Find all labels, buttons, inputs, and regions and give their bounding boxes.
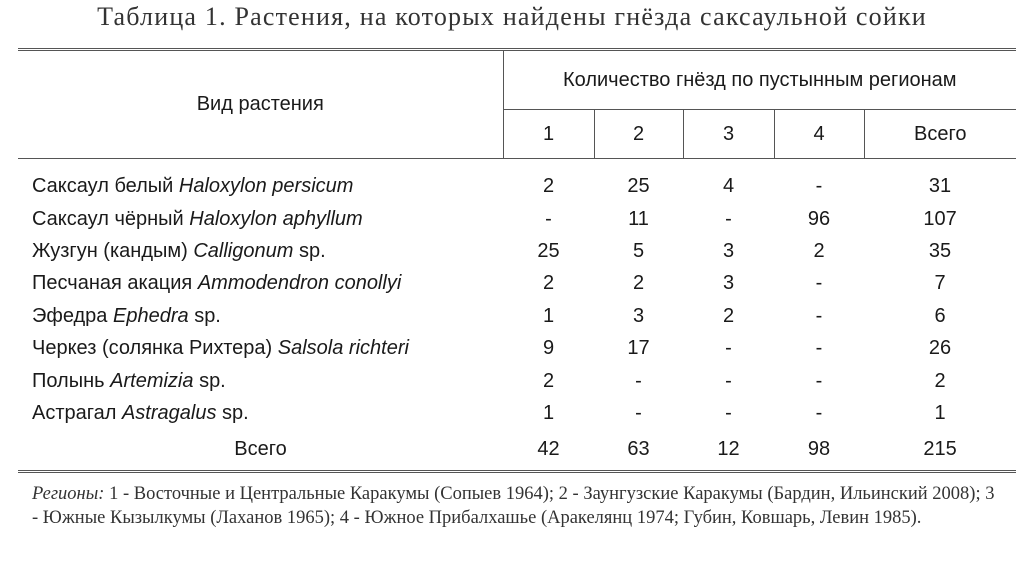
table-row bbox=[18, 397, 1016, 429]
plant-latin-name: Artemizia bbox=[110, 369, 194, 392]
plant-latin-name: Haloxylon persicum bbox=[178, 174, 354, 197]
total-region-2: 63 bbox=[594, 430, 683, 472]
cell-region-1: 1 bbox=[542, 402, 555, 425]
plant-suffix: sp. bbox=[199, 369, 226, 392]
cell-total: 7 bbox=[934, 272, 946, 295]
plant-latin-name: Astragalus bbox=[121, 402, 217, 425]
table-row bbox=[18, 159, 1016, 204]
plant-common-name: Жузгун (кандым) bbox=[32, 240, 188, 263]
table-caption: Таблица 1. Растения, на которых найдены гнёзда саксаульной сойки bbox=[97, 2, 927, 31]
cell-total: 107 bbox=[923, 207, 957, 230]
plant-common-name: Астрагал bbox=[32, 402, 117, 425]
cell-region-4: 2 bbox=[813, 240, 825, 263]
cell-region-4: - bbox=[815, 304, 823, 327]
cell-region-3: - bbox=[725, 207, 732, 230]
cell-total: 35 bbox=[928, 240, 952, 263]
total-label: Всего bbox=[18, 430, 503, 472]
total-region-1: 42 bbox=[503, 430, 594, 472]
plant-common-name: Саксаул белый bbox=[32, 174, 174, 197]
plant-name bbox=[18, 235, 503, 267]
cell-region-1: 2 bbox=[542, 272, 555, 295]
table-row bbox=[18, 203, 1016, 235]
total-all: 215 bbox=[864, 430, 1016, 472]
cell-total: 26 bbox=[928, 337, 952, 360]
cell-region-3: - bbox=[725, 369, 732, 392]
plant-latin-name: Ephedra bbox=[113, 304, 189, 327]
cell-region-3: 2 bbox=[722, 304, 735, 327]
header-total: Всего bbox=[864, 110, 1016, 159]
plant-common-name: Песчаная акация bbox=[32, 272, 193, 295]
plant-latin-name: Haloxylon aphyllum bbox=[189, 207, 363, 230]
header-region-1: 1 bbox=[503, 110, 594, 159]
plant-suffix: sp. bbox=[298, 240, 326, 263]
plant-name bbox=[18, 268, 503, 300]
plant-latin-name: Calligonum bbox=[193, 240, 294, 263]
header-species: Вид растения bbox=[18, 50, 503, 159]
nests-table bbox=[18, 48, 1016, 473]
header-region-group: Количество гнёзд по пустынным регионам bbox=[503, 50, 1016, 110]
cell-region-2: 17 bbox=[627, 337, 650, 360]
header-region-3: 3 bbox=[683, 110, 774, 159]
cell-region-4: - bbox=[815, 337, 823, 360]
plant-common-name: Черкез (солянка Рихтера) bbox=[32, 337, 273, 360]
cell-region-2: - bbox=[635, 402, 642, 425]
plant-suffix: sp. bbox=[194, 304, 221, 327]
table-container bbox=[18, 48, 1016, 473]
table-row bbox=[18, 235, 1016, 267]
cell-region-2: 25 bbox=[627, 174, 650, 197]
plant-common-name: Полынь bbox=[32, 369, 105, 392]
plant-name bbox=[18, 300, 503, 332]
total-row bbox=[18, 430, 1016, 472]
cell-region-3: 3 bbox=[722, 240, 735, 263]
cell-region-1: 2 bbox=[542, 369, 555, 392]
cell-region-3: - bbox=[725, 337, 732, 360]
cell-total: 6 bbox=[934, 304, 946, 327]
cell-total: 31 bbox=[928, 174, 952, 197]
cell-region-1: 1 bbox=[542, 304, 555, 327]
cell-region-4: - bbox=[815, 402, 823, 425]
cell-region-3: 4 bbox=[722, 174, 735, 197]
table-row bbox=[18, 333, 1016, 365]
plant-common-name: Эфедра bbox=[32, 304, 108, 327]
plant-common-name: Саксаул чёрный bbox=[32, 207, 184, 230]
plant-latin-name: Ammodendron conollyi bbox=[197, 272, 402, 295]
cell-region-4: - bbox=[815, 174, 823, 197]
plant-name bbox=[18, 365, 503, 397]
cell-region-2: 3 bbox=[632, 304, 645, 327]
header-region-2: 2 bbox=[594, 110, 683, 159]
cell-region-2: 11 bbox=[628, 207, 649, 230]
cell-region-1: 2 bbox=[542, 174, 555, 197]
cell-region-4: - bbox=[815, 369, 823, 392]
cell-region-3: - bbox=[725, 402, 732, 425]
footnote-text: 1 - Восточные и Центральные Каракумы (Сопыев 1964); 2 - Заунгузские Каракумы (Бардин, Ильинский 2008); 3 - Южные Кызылкумы (Лаханов 1965); 4 - Южное Прибалхашье (Аракелянц 1974; Губин, Ковшарь, Левин 1985). bbox=[32, 484, 995, 528]
plant-name bbox=[18, 159, 503, 204]
cell-region-2: 2 bbox=[632, 272, 645, 295]
plant-name bbox=[18, 203, 503, 235]
header-region-4: 4 bbox=[774, 110, 864, 159]
cell-region-2: 5 bbox=[632, 240, 645, 263]
plant-latin-name: Salsola richteri bbox=[277, 337, 409, 360]
plant-name bbox=[18, 333, 503, 365]
cell-region-3: 3 bbox=[722, 272, 735, 295]
cell-region-1: 25 bbox=[537, 240, 560, 263]
cell-region-1: 9 bbox=[542, 337, 555, 360]
plant-name bbox=[18, 397, 503, 429]
plant-suffix: sp. bbox=[222, 402, 249, 425]
table-row bbox=[18, 300, 1016, 332]
cell-region-4: - bbox=[815, 272, 823, 295]
cell-region-2: - bbox=[635, 369, 642, 392]
table-row bbox=[18, 365, 1016, 397]
footnote-label: Регионы: bbox=[32, 484, 105, 504]
total-region-4: 98 bbox=[774, 430, 864, 472]
cell-total: 1 bbox=[934, 402, 946, 425]
table-row bbox=[18, 268, 1016, 300]
total-region-3: 12 bbox=[683, 430, 774, 472]
table-footnote bbox=[32, 482, 1002, 530]
cell-region-4: 96 bbox=[807, 207, 831, 230]
cell-total: 2 bbox=[934, 369, 946, 392]
cell-region-1: - bbox=[545, 207, 552, 230]
